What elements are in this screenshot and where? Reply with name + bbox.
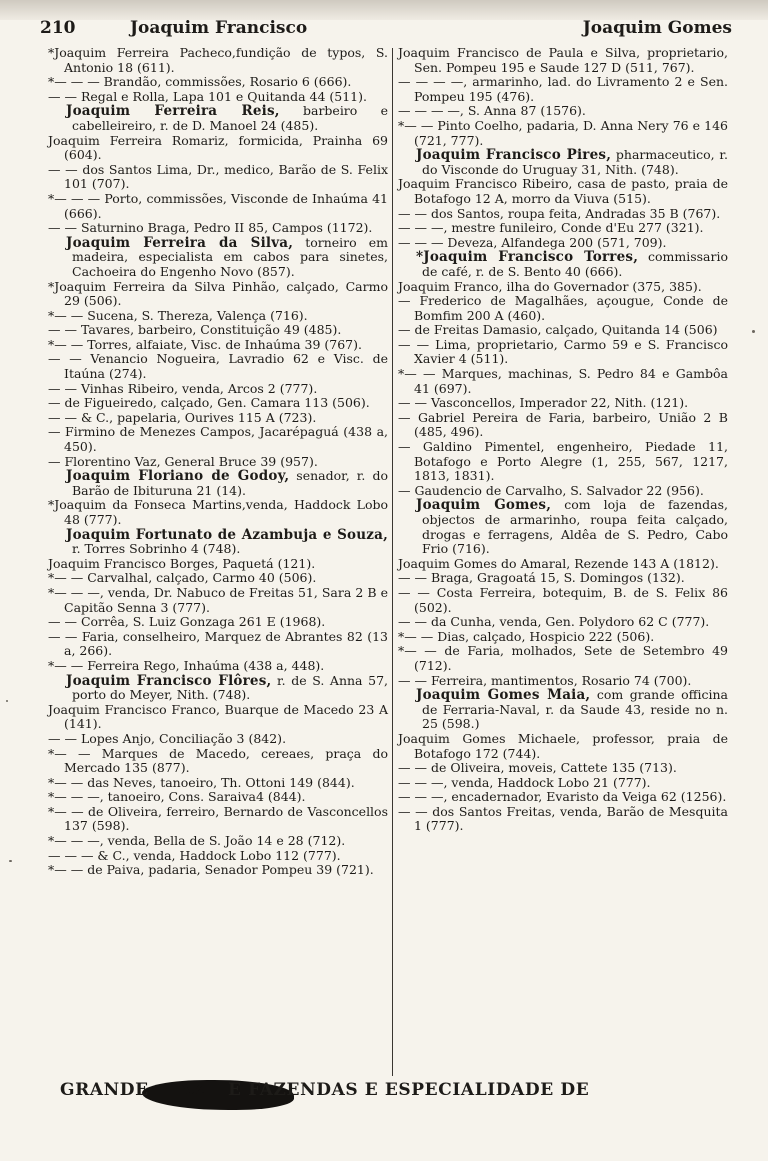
top-margin-band (0, 0, 768, 20)
entry-name: Joaquim Francisco Pires, (416, 147, 612, 164)
directory-entry (48, 352, 388, 381)
entry-text: *— — de Faria, molhados, Sete de Setembro 49 (712). (398, 643, 728, 673)
entry-text: *— — das Neves, tanoeiro, Th. Ottoni 149 (844). (48, 774, 355, 790)
entry-text: — — —, encadernador, Evaristo da Veiga 62 (1256). (398, 789, 727, 805)
directory-entry (48, 528, 388, 557)
entry-text: Joaquim Gomes Michaele, professor, praia de Botafogo 172 (744). (398, 730, 728, 761)
directory-entry (398, 148, 728, 177)
directory-entry (48, 221, 388, 236)
entry-name: Joaquim Francisco Flôres, (66, 672, 272, 689)
directory-entry (398, 644, 728, 673)
directory-entry (398, 557, 728, 572)
directory-entry (48, 396, 388, 411)
directory-entry (48, 557, 388, 572)
entry-text: — — Vinhas Ribeiro, venda, Arcos 2 (777). (48, 380, 318, 396)
paper-speck (752, 330, 755, 333)
entry-text: — — Venancio Nogueira, Lavradio 62 e Visc. de Itaúna (274). (48, 351, 388, 382)
entry-name: Joaquim Fortunato de Azambuja e Souza, (66, 526, 388, 543)
directory-entry (398, 732, 728, 761)
entry-text: Joaquim Gomes do Amaral, Rezende 143 A (1812). (398, 555, 719, 571)
entry-text: *— — Marques, machinas, S. Pedro 84 e Gambôa 41 (697). (398, 366, 728, 396)
entry-text: — — Faria, conselheiro, Marquez de Abrantes 82 (13 a, 266). (48, 628, 388, 659)
entry-name: Joaquim Ferreira Reis, (66, 103, 280, 120)
entry-text: *— — —, venda, Dr. Nabuco de Freitas 51, Sara 2 B e Capitão Senna 3 (777). (48, 584, 388, 615)
directory-entry (398, 586, 728, 615)
entry-text: *— — de Paiva, padaria, Senador Pompeu 39 (721). (48, 862, 374, 878)
entry-text: — — — —, armarinho, lad. do Livramento 2 e Sen. Pompeu 195 (476). (398, 74, 728, 104)
entry-text: barbeiro e cabelleireiro, r. de D. Manoel 24 (485). (72, 103, 388, 133)
entry-text: *— — — Brandão, commissões, Rosario 6 (666). (48, 74, 352, 90)
directory-entry (398, 484, 728, 499)
directory-entry (398, 207, 728, 222)
directory-entry (398, 221, 728, 236)
directory-entry (398, 75, 728, 104)
entry-text: — — dos Santos Lima, Dr., medico, Barão de S. Felix 101 (707). (48, 161, 388, 192)
entry-text: — — Regal e Rolla, Lapa 101 e Quitanda 44 (511). (48, 88, 367, 104)
entry-text: — de Freitas Damasio, calçado, Quitanda 14 (506) (398, 322, 718, 338)
directory-entry (48, 382, 388, 397)
directory-entry (48, 630, 388, 659)
entry-text: *— — —, venda, Bella de S. João 14 e 28 (712). (48, 833, 346, 849)
directory-entry (48, 586, 388, 615)
entry-text: — — dos Santos, roupa feita, Andradas 35 B (767). (398, 205, 721, 221)
entry-text: *Joaquim Ferreira Pacheco,fundição de typos, S. Antonio 18 (611). (48, 45, 388, 75)
directory-entry (398, 294, 728, 323)
entry-text: — de Figueiredo, calçado, Gen. Camara 113 (506). (48, 395, 370, 411)
left-column (48, 46, 388, 1078)
directory-entry (48, 411, 388, 426)
entry-text: senador, r. do Barão de Ibituruna 21 (14). (72, 468, 388, 498)
directory-entry (398, 790, 728, 805)
entry-text: — — Corrêa, S. Luiz Gonzaga 261 E (1968). (48, 614, 326, 630)
entry-text: — Florentino Vaz, General Bruce 39 (957). (48, 453, 318, 469)
directory-entry (398, 571, 728, 586)
directory-entry (398, 46, 728, 75)
directory-entry (398, 119, 728, 148)
directory-entry (48, 747, 388, 776)
directory-entry (48, 790, 388, 805)
directory-entry (398, 674, 728, 689)
directory-entry (48, 849, 388, 864)
directory-entry (398, 177, 728, 206)
directory-entry (398, 338, 728, 367)
paper-speck (9, 860, 12, 862)
footer-text: E FAZENDAS E ESPECIALIDADE DE (228, 1080, 590, 1100)
header-right-term: Joaquim Gomes (582, 18, 732, 38)
entry-text: *— — Sucena, S. Thereza, Valença (716). (48, 307, 308, 323)
entry-text: *— — Torres, alfaiate, Visc. de Inhaúma 39 (767). (48, 336, 362, 352)
directory-entry (48, 75, 388, 90)
entry-text: — — de Oliveira, moveis, Cattete 135 (713). (398, 760, 677, 776)
entry-text: — Firmino de Menezes Campos, Jacarépaguá (438 a, 450). (48, 424, 388, 455)
entry-text: com loja de fazendas, objectos de armarinho, roupa feita calçado, drogas e ferragens, Aldêa de S. Pedro, Cabo Frio (716). (422, 497, 729, 557)
entry-text: — — Ferreira, mantimentos, Rosario 74 (700). (398, 672, 692, 688)
entry-text: — — Costa Ferreira, botequim, B. de S. Felix 86 (502). (398, 584, 728, 615)
directory-entry (48, 46, 388, 75)
entry-text: Joaquim Francisco Borges, Paquetá (121). (48, 555, 316, 571)
entry-name: *Joaquim Francisco Torres, (416, 249, 639, 266)
directory-entry (48, 498, 388, 527)
page-header (40, 18, 740, 44)
directory-entry (398, 250, 728, 279)
entry-text: — — Saturnino Braga, Pedro II 85, Campos (1172). (48, 220, 373, 236)
entry-text: *— — Dias, calçado, Hospicio 222 (506). (398, 628, 655, 644)
entry-text: torneiro em madeira, especialista em cabos para sinetes, Cachoeira do Engenho Novo (857). (72, 234, 388, 279)
entry-text: *— — Pinto Coelho, padaria, D. Anna Nery 76 e 146 (721, 777). (398, 117, 728, 148)
entry-text: — — da Cunha, venda, Gen. Polydoro 62 C (777). (398, 614, 710, 630)
footer-obscured-fragment: AZ (178, 1080, 205, 1100)
directory-entry (48, 309, 388, 324)
entry-text: — — Tavares, barbeiro, Constituição 49 (485). (48, 322, 342, 338)
directory-entry (398, 396, 728, 411)
directory-entry (398, 411, 728, 440)
entry-text: *— — Carvalhal, calçado, Carmo 40 (506). (48, 570, 317, 586)
directory-entry (48, 338, 388, 353)
entry-text: — — — —, S. Anna 87 (1576). (398, 103, 586, 119)
entry-text: — Galdino Pimentel, engenheiro, Piedade 11, Botafogo e Porto Alegre (1, 255, 567, 1217, 1813, 1831). (398, 439, 728, 484)
entry-text: r. de S. Anna 57, porto do Meyer, Nith. (748). (72, 672, 388, 703)
directory-entry (48, 615, 388, 630)
column-divider (392, 48, 393, 1076)
entry-text: — — dos Santos Freitas, venda, Barão de Mesquita 1 (777). (398, 803, 728, 834)
entry-text: — — —, venda, Haddock Lobo 21 (777). (398, 774, 651, 790)
entry-text: Joaquim Franco, ilha do Governador (375, 385). (398, 278, 702, 294)
page-number: 210 (40, 18, 76, 38)
directory-entry (48, 455, 388, 470)
entry-text: pharmaceutico, r. do Visconde do Uruguay 31, Nith. (748). (422, 147, 729, 177)
entry-text: *Joaquim Ferreira da Silva Pinhão, calçado, Carmo 29 (506). (48, 278, 388, 309)
entry-text: — Gaudencio de Carvalho, S. Salvador 22 (956). (398, 482, 704, 498)
entry-text: — — Vasconcellos, Imperador 22, Nith. (121). (398, 395, 689, 411)
directory-entry (48, 571, 388, 586)
directory-entry (48, 134, 388, 163)
entry-text: *— — Marques de Macedo, cereaes, praça do Mercado 135 (877). (48, 745, 388, 776)
entry-text: *Joaquim da Fonseca Martins,venda, Haddock Lobo 48 (777). (48, 497, 388, 527)
directory-entry (398, 688, 728, 732)
directory-entry (48, 104, 388, 133)
entry-text: Joaquim Francisco Ribeiro, casa de pasto, praia de Botafogo 12 A, morro da Viuva (515). (398, 176, 728, 206)
header-left-term: Joaquim Francisco (130, 18, 308, 38)
entry-name: Joaquim Floriano de Godoy, (66, 468, 290, 485)
footer-banner (60, 1080, 710, 1100)
entry-text: Joaquim Ferreira Romariz, formicida, Prainha 69 (604). (48, 132, 388, 163)
entry-name: Joaquim Ferreira da Silva, (66, 234, 294, 251)
directory-entry (398, 776, 728, 791)
directory-entry (398, 104, 728, 119)
directory-entry (48, 732, 388, 747)
entry-text: Joaquim Francisco Franco, Buarque de Macedo 23 A (141). (48, 701, 388, 732)
entry-text: — — & C., papelaria, Ourives 115 A (723). (48, 409, 317, 425)
entry-text: — — Lopes Anjo, Conciliação 3 (842). (48, 730, 287, 746)
directory-entry (48, 659, 388, 674)
entry-text: — Gabriel Pereira de Faria, barbeiro, União 2 B (485, 496). (398, 409, 728, 440)
entry-text: — — Braga, Gragoatá 15, S. Domingos (132). (398, 570, 685, 586)
entry-text: Joaquim Francisco de Paula e Silva, proprietario, Sen. Pompeu 195 e Saude 127 D (511, 767). (398, 45, 728, 75)
entry-text: *— — de Oliveira, ferreiro, Bernardo de Vasconcellos 137 (598). (48, 803, 388, 834)
directory-entry (48, 163, 388, 192)
directory-entry (398, 805, 728, 834)
entry-text: — Frederico de Magalhães, açougue, Conde de Bomfim 200 A (460). (398, 293, 728, 323)
entry-text: *— — Ferreira Rego, Inhaúma (438 a, 448). (48, 657, 325, 673)
directory-entry (48, 90, 388, 105)
directory-entry (398, 323, 728, 338)
entry-name: Joaquim Gomes Maia, (416, 687, 591, 704)
entry-text: — — — & C., venda, Haddock Lobo 112 (777). (48, 847, 341, 863)
directory-entry (398, 498, 728, 556)
entry-text: — — — Deveza, Alfandega 200 (571, 709). (398, 234, 667, 250)
directory-entry (398, 440, 728, 484)
entry-text: — — Lima, proprietario, Carmo 59 e S. Francisco Xavier 4 (511). (398, 336, 728, 367)
directory-entry (48, 425, 388, 454)
directory-entry (48, 834, 388, 849)
directory-entry (48, 192, 388, 221)
directory-entry (48, 776, 388, 791)
entry-name: Joaquim Gomes, (416, 497, 552, 514)
entry-text: com grande officina de Ferraria-Naval, r. da Saude 43, reside no n. 25 (598.) (422, 687, 729, 732)
entry-text: — — —, mestre funileiro, Conde d'Eu 277 (321). (398, 220, 704, 236)
directory-entry (48, 236, 388, 280)
directory-entry (398, 630, 728, 645)
footer-word-grande: GRANDE (60, 1080, 149, 1100)
directory-entry (48, 805, 388, 834)
directory-entry (398, 236, 728, 251)
directory-entry (48, 323, 388, 338)
paper-speck (6, 700, 8, 702)
directory-entry (48, 674, 388, 703)
directory-entry (48, 703, 388, 732)
directory-entry (398, 615, 728, 630)
entry-text: *— — —, tanoeiro, Cons. Saraiva4 (844). (48, 789, 306, 805)
directory-entry (398, 761, 728, 776)
directory-entry (48, 863, 388, 878)
directory-entry (48, 469, 388, 498)
entry-text: r. Torres Sobrinho 4 (748). (72, 541, 241, 557)
directory-entry (398, 367, 728, 396)
entry-text: commissario de café, r. de S. Bento 40 (666). (422, 249, 729, 279)
directory-entry (48, 280, 388, 309)
entry-text: *— — — Porto, commissões, Visconde de Inhaúma 41 (666). (48, 190, 388, 221)
right-column (398, 46, 728, 1078)
directory-entry (398, 280, 728, 295)
